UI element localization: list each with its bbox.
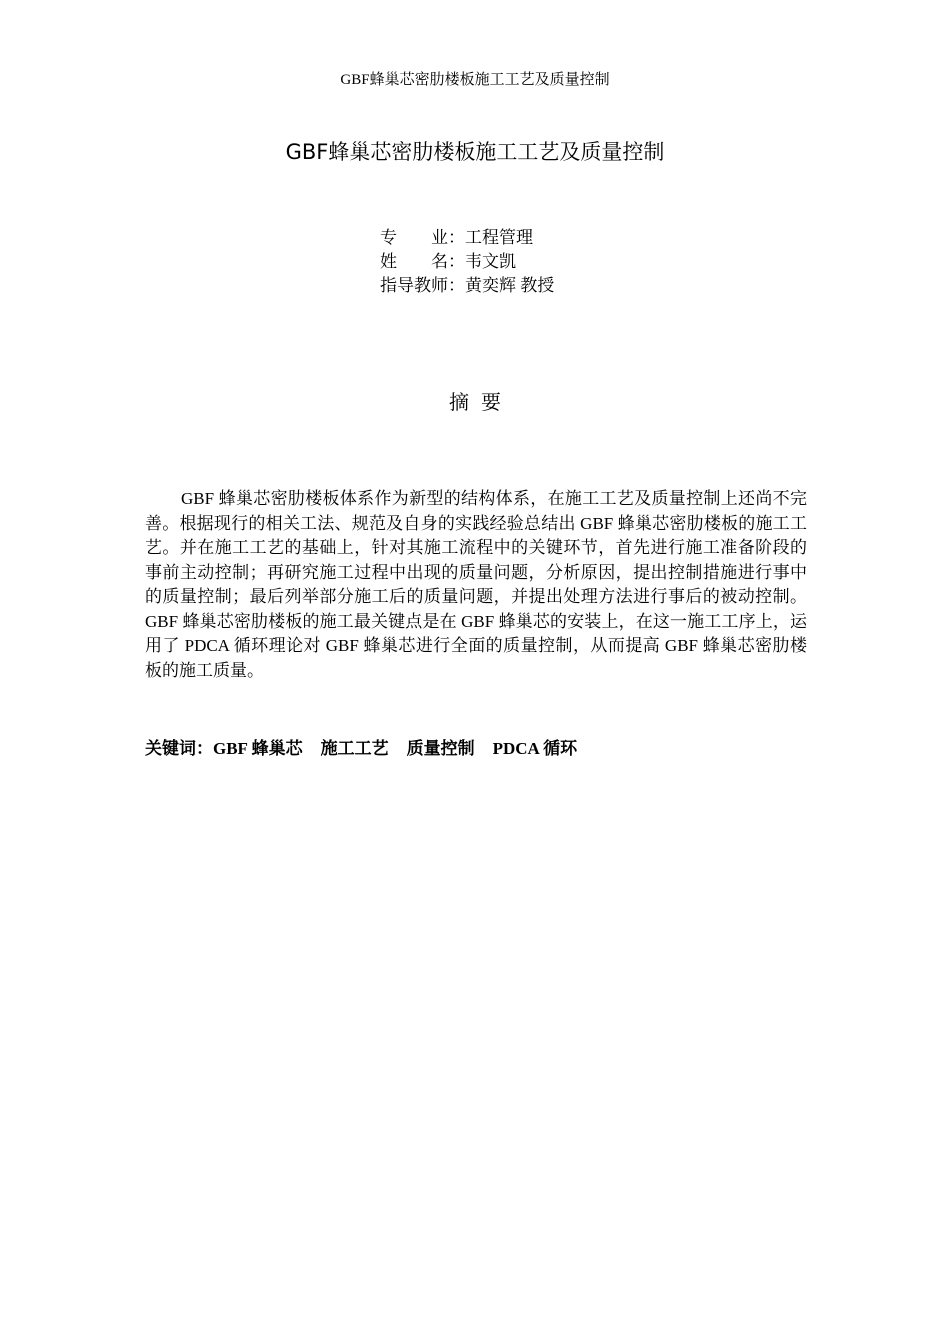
keyword-item: PDCA 循环 [492,739,578,758]
keywords-label: 关键词： [145,739,213,758]
advisor-value: 黄奕辉 教授 [465,276,555,295]
author-info-block [380,226,554,298]
running-header: GBF蜂巢芯密肋楼板施工工艺及质量控制 [340,72,610,88]
advisor-colon: ： [448,276,465,295]
abstract-heading: 摘要 [449,392,513,414]
advisor-label: 指导教师 [380,276,448,295]
name-colon: ： [448,252,465,271]
major-row [380,226,554,250]
major-value: 工程管理 [465,228,533,247]
major-colon: ： [448,228,465,247]
name-label-char-1: 姓 [380,252,397,271]
name-row [380,250,554,274]
major-label-char-1: 专 [380,228,397,247]
abstract-body: GBF 蜂巢芯密肋楼板体系作为新型的结构体系，在施工工艺及质量控制上还尚不完善。根据现行的相关工法、规范及自身的实践经验总结出 GBF 蜂巢芯密肋楼板的施工工艺。并在施工工艺的基础上，针对其施工流程中的关键环节，首先进行施工准备阶段的事前主动控制；再研究施工过程中出现的质量问题，分析原因，提出控制措施进行事中的质量控制；最后列举部分施工后的质量问题，并提出处理方法进行事后的被动控制。GBF 蜂巢芯密肋楼板的施工最关键点是在 GBF 蜂巢芯的安装上，在这一施工工序上，运用了 PDCA 循环理论对 GBF 蜂巢芯进行全面的质量控制，从而提高 GBF 蜂巢芯密肋楼板的施工质量。 [145,489,807,680]
keyword-item: 质量控制 [406,739,475,758]
document-title: GBF蜂巢芯密肋楼板施工工艺及质量控制 [285,140,665,164]
name-label-char-2: 名 [431,252,448,271]
major-label-char-2: 业 [431,228,448,247]
keyword-item: GBF 蜂巢芯 [213,739,303,758]
name-value: 韦文凯 [465,252,516,271]
keyword-item: 施工工艺 [320,739,389,758]
name-label [380,250,448,274]
major-label [380,226,448,250]
keywords-line [145,737,807,761]
advisor-row [380,274,554,298]
